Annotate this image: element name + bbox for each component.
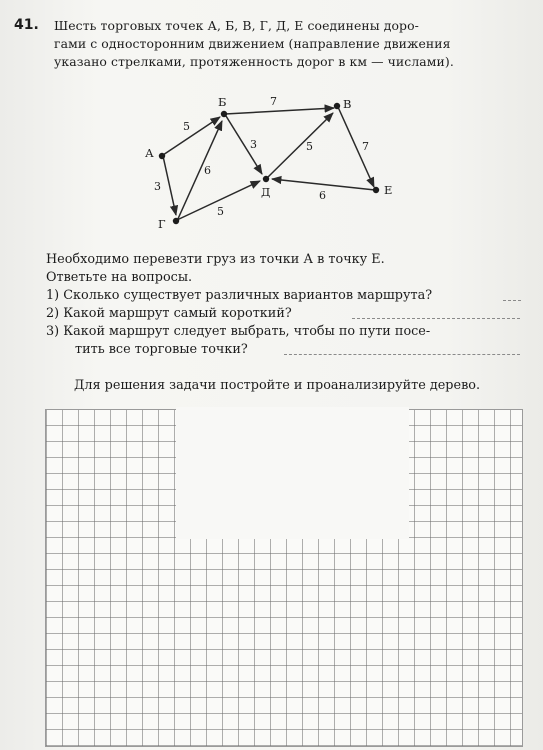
node-d-point — [263, 176, 269, 182]
node-g-point — [173, 218, 179, 224]
answer-line-2[interactable] — [352, 318, 520, 319]
weight-e-d: 6 — [319, 189, 326, 202]
task-text-line-3: указано стрелками, протяженность дорог в км — числами). — [54, 54, 454, 69]
weight-b-v: 7 — [270, 95, 277, 108]
question-2: 2) Какой маршрут самый короткий? — [46, 306, 292, 321]
node-v-point — [334, 103, 340, 109]
grid-blank-patch — [176, 407, 409, 539]
question-3-line-1: 3) Какой маршрут следует выбрать, чтобы по пути посе- — [46, 324, 431, 339]
answer-line-3[interactable] — [284, 354, 520, 355]
node-e-label: Е — [384, 183, 393, 197]
weight-a-g: 3 — [154, 180, 161, 193]
weight-g-b: 6 — [204, 164, 211, 177]
node-a-label: А — [145, 146, 154, 160]
task-number: 41. — [14, 17, 39, 33]
node-b-label: Б — [218, 95, 227, 109]
edge-g-b — [177, 121, 222, 221]
question-3-line-2: тить все торговые точки? — [75, 342, 248, 357]
edge-d-v — [267, 113, 333, 178]
intro-line-2: Ответьте на вопросы. — [46, 270, 193, 285]
intro-line-1: Необходимо перевезти груз из точки А в точку Е. — [46, 252, 385, 267]
edge-a-b — [163, 117, 220, 155]
question-1: 1) Сколько существует различных вариантов маршрута? — [46, 288, 433, 303]
weight-d-v: 5 — [306, 140, 313, 153]
instruction-text: Для решения задачи постройте и проанализируйте дерево. — [74, 378, 481, 393]
weight-v-e: 7 — [362, 140, 369, 153]
node-b-point — [221, 111, 227, 117]
weight-a-b: 5 — [183, 120, 190, 133]
node-e-point — [373, 187, 379, 193]
node-v-label: В — [343, 97, 352, 111]
weight-g-d: 5 — [217, 205, 224, 218]
answer-line-1[interactable] — [503, 300, 521, 301]
task-text-line-2: гами с односторонним движением (направление движения — [54, 36, 451, 51]
edge-b-v — [225, 108, 334, 114]
edge-a-g — [163, 156, 176, 215]
task-text-line-1: Шесть торговых точек А, Б, В, Г, Д, Е соединены доро- — [54, 18, 419, 33]
node-a-point — [159, 153, 165, 159]
weight-b-d: 3 — [250, 138, 257, 151]
node-d-label: Д — [261, 185, 271, 199]
road-graph — [0, 0, 543, 250]
node-g-label: Г — [158, 217, 166, 231]
